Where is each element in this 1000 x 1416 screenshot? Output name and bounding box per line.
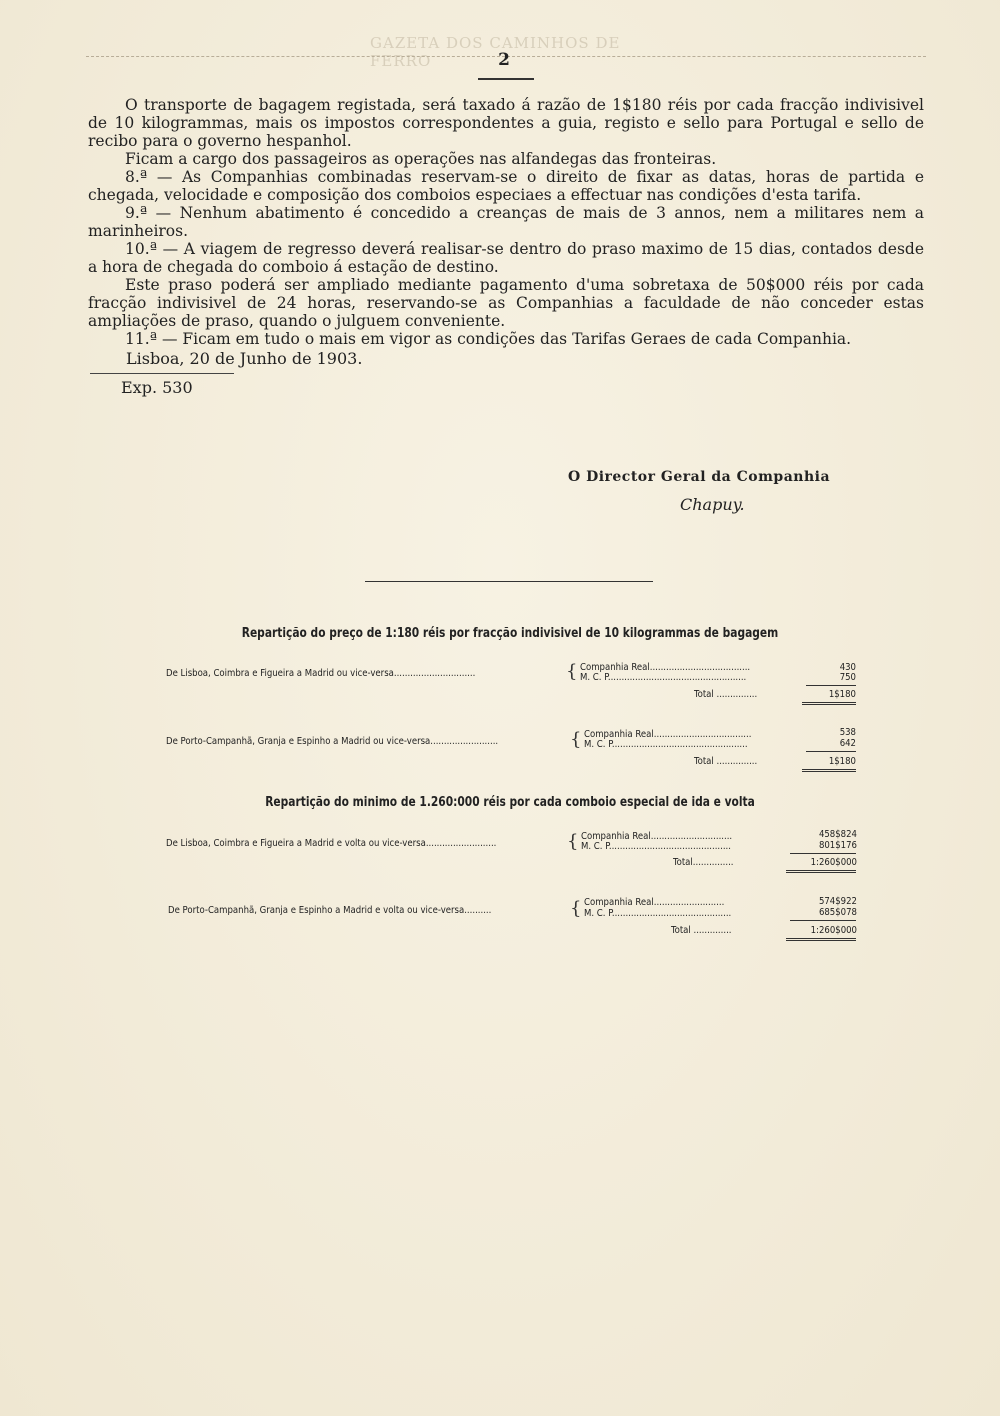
place-date: Lisboa, 20 de Junho de 1903.: [126, 349, 363, 368]
brace-icon: {: [566, 661, 578, 682]
route-label: De Porto-Campanhã, Granja e Espinho a Madrid ou vice-versa.........................: [166, 736, 499, 747]
director-title: O Director Geral da Companhia: [568, 469, 831, 485]
company-real-label: Companhia Real..........................: [584, 897, 725, 908]
paragraph-clause-10: 10.ª — A viagem de regresso deverá realisar-se dentro do praso maximo de 15 dias, contados desde a hora de chegada do comboio á estação de destino.: [88, 240, 924, 276]
company-real-label: Companhia Real..............................: [581, 831, 733, 842]
paragraph-clause-8: 8.ª — As Companhias combinadas reservam-se o direito de fixar as datas, horas de partida e chegada, velocidade e composição dos comboios especiaes a effectuar nas condições d'esta tarifa.: [88, 168, 924, 204]
company-real-label: Companhia Real....................................: [584, 729, 752, 740]
value-mcp: 642: [839, 738, 856, 749]
sum-rule: [790, 920, 856, 921]
expedition-number: Exp. 530: [121, 378, 193, 397]
total-double-rule: [786, 938, 856, 941]
date-rule: [90, 373, 234, 374]
value-company-real: 538: [839, 727, 856, 738]
total-value: 1:260$000: [810, 925, 857, 936]
mcp-label: M. C. P...................................................: [580, 672, 747, 683]
total-label: Total ...............: [694, 689, 758, 700]
value-mcp: 801$176: [818, 840, 857, 851]
total-label: Total ...............: [694, 756, 758, 767]
paragraph-customs: Ficam a cargo dos passageiros as operações nas alfandegas das fronteiras.: [125, 150, 717, 168]
paragraph-extension: Este praso poderá ser ampliado mediante pagamento d'uma sobretaxa de 50$000 réis por cada fracção indivisivel de 24 horas, reservando-se as Companhias a faculdade de não conceder estas ampliações de praso, quando o julguem conveniente.: [88, 276, 924, 330]
company-real-label: Companhia Real.....................................: [580, 662, 751, 673]
director-signature: Chapuy.: [680, 495, 745, 514]
sum-rule: [790, 853, 856, 854]
total-value: 1$180: [828, 756, 856, 767]
page-number-underline: [478, 78, 534, 80]
value-company-real: 574$922: [818, 896, 857, 907]
value-company-real: 458$824: [818, 829, 857, 840]
sum-rule: [806, 685, 856, 686]
paragraph-baggage: O transporte de bagagem registada, será taxado á razão de 1$180 réis por cada fracção indivisivel de 10 kilogrammas, mais os impostos correspondentes a guia, registo e sello para Portugal e sello de recibo para o governo hespanhol.: [88, 96, 924, 150]
baggage-table-title: Repartição do preço de 1:180 réis por fracção indivisivel de 10 kilogrammas de bagagem: [241, 626, 779, 641]
train-table-title: Repartição do minimo de 1.260:000 réis por cada comboio especial de ida e volta: [265, 795, 755, 810]
bleed-through-header: GAZETA DOS CAMINHOS DE FERRO: [370, 34, 621, 70]
route-label: De Lisboa, Coimbra e Figueira a Madrid e volta ou vice-versa..........................: [166, 838, 497, 849]
mcp-label: M. C. P.............................................: [581, 841, 731, 852]
total-double-rule: [802, 702, 856, 705]
brace-icon: {: [570, 898, 582, 919]
value-mcp: 685$078: [818, 907, 857, 918]
route-label: De Lisboa, Coimbra e Figueira a Madrid ou vice-versa..............................: [166, 668, 476, 679]
brace-icon: {: [570, 729, 582, 750]
route-label: De Porto-Campanhã, Granja e Espinho a Madrid e volta ou vice-versa..........: [168, 905, 492, 916]
total-label: Total...............: [673, 857, 734, 868]
mcp-label: M. C. P..................................................: [584, 739, 748, 750]
page-number: 2: [498, 50, 510, 70]
total-value: 1:260$000: [810, 857, 857, 868]
total-double-rule: [786, 870, 856, 873]
mcp-label: M. C. P............................................: [584, 908, 732, 919]
body-text: [88, 96, 924, 348]
total-label: Total ..............: [671, 925, 732, 936]
brace-icon: {: [567, 831, 579, 852]
total-double-rule: [802, 769, 856, 772]
paragraph-clause-9: 9.ª — Nenhum abatimento é concedido a creanças de mais de 3 annos, nem a militares nem a marinheiros.: [88, 204, 924, 240]
value-mcp: 750: [839, 672, 856, 683]
section-separator: [365, 581, 653, 582]
paragraph-clause-11: 11.ª — Ficam em tudo o mais em vigor as condições das Tarifas Geraes de cada Companhia.: [125, 330, 852, 348]
value-company-real: 430: [839, 662, 856, 673]
sum-rule: [806, 751, 856, 752]
total-value: 1$180: [828, 689, 856, 700]
